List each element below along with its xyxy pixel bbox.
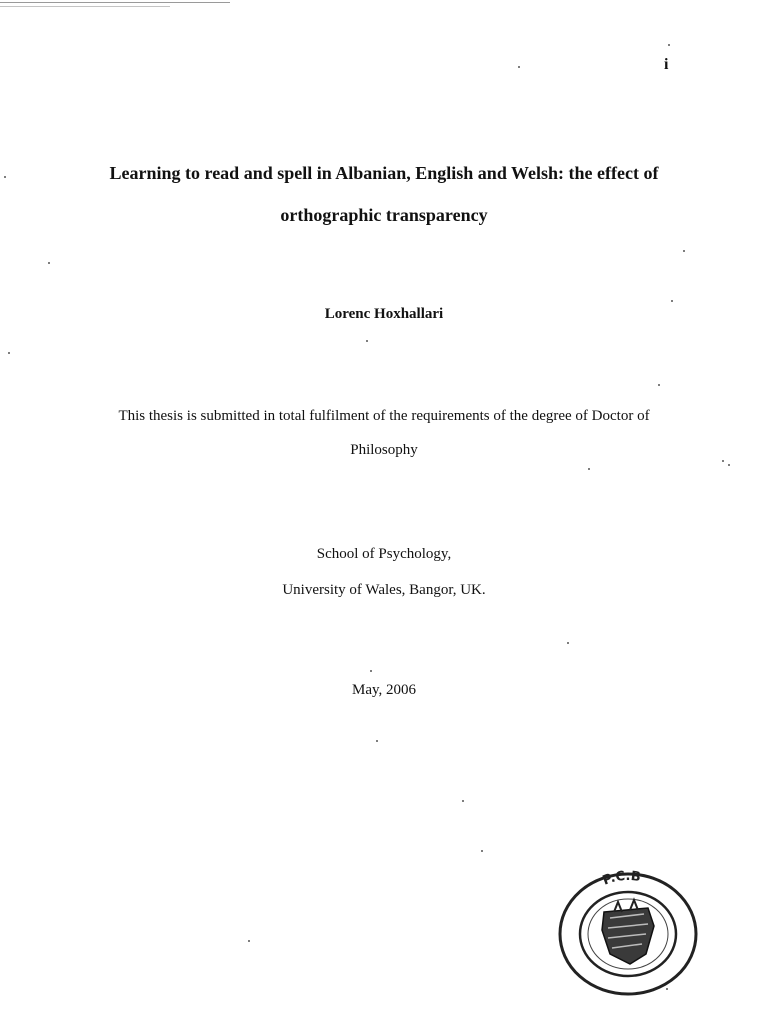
page-number: i	[664, 56, 669, 73]
thesis-title-line-2: orthographic transparency	[280, 205, 488, 225]
scan-speck	[658, 384, 660, 386]
scan-speck	[48, 262, 50, 264]
scan-speck	[567, 642, 569, 644]
scan-speck	[4, 176, 6, 178]
scan-speck	[671, 300, 673, 302]
scan-speck	[668, 44, 670, 46]
scan-speck	[366, 340, 368, 342]
scan-edge-line-faint	[0, 6, 170, 7]
thesis-title-line-1: Learning to read and spell in Albanian, English and Welsh: the effect of	[109, 163, 659, 183]
scan-edge-line	[0, 2, 230, 3]
degree-name: Philosophy	[350, 442, 418, 458]
scan-speck	[248, 940, 250, 942]
scan-speck	[481, 850, 483, 852]
scan-speck	[370, 670, 372, 672]
scan-speck	[462, 800, 464, 802]
author-name: Lorenc Hoxhallari	[324, 306, 444, 322]
library-stamp	[548, 868, 708, 998]
university-name: University of Wales, Bangor, UK.	[282, 582, 486, 598]
scan-speck	[8, 352, 10, 354]
scan-speck	[376, 740, 378, 742]
scan-speck	[588, 468, 590, 470]
scan-speck	[518, 66, 520, 68]
submission-statement: This thesis is submitted in total fulfilment of the requirements of the degree of Doctor of	[118, 408, 650, 424]
school-name: School of Psychology,	[316, 546, 452, 562]
stamp-text-top: P.C.B	[600, 868, 642, 889]
scan-speck	[683, 250, 685, 252]
scan-speck	[722, 460, 724, 462]
submission-date: May, 2006	[351, 682, 417, 698]
scan-speck	[728, 464, 730, 466]
library-stamp-graphic	[548, 868, 708, 998]
